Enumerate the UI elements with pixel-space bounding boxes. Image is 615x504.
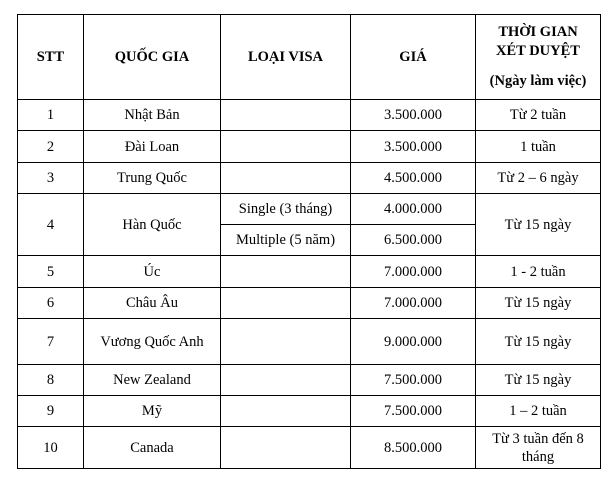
cell-time: Từ 15 ngày: [476, 194, 601, 256]
table-row: [18, 194, 601, 225]
cell-time: Từ 2 – 6 ngày: [476, 163, 601, 194]
cell-stt: 3: [18, 163, 84, 194]
cell-price: 3.500.000: [351, 100, 476, 131]
table-row: [18, 427, 601, 469]
header-time-line3: (Ngày làm việc): [489, 73, 587, 89]
cell-country: Châu Âu: [84, 288, 221, 319]
cell-stt: 1: [18, 100, 84, 131]
table-row: [18, 100, 601, 131]
cell-visa-type: [221, 288, 351, 319]
cell-country: Đài Loan: [84, 131, 221, 163]
cell-price: 4.500.000: [351, 163, 476, 194]
cell-price: 7.000.000: [351, 288, 476, 319]
cell-time: Từ 2 tuần: [476, 100, 601, 131]
cell-country: Úc: [84, 256, 221, 288]
header-time-line2: XÉT DUYỆT: [496, 43, 580, 59]
cell-stt: 8: [18, 365, 84, 396]
table-row: [18, 319, 601, 365]
header-country: QUỐC GIA: [84, 15, 221, 100]
cell-country: Mỹ: [84, 396, 221, 427]
cell-time: Từ 15 ngày: [476, 365, 601, 396]
cell-price: 8.500.000: [351, 427, 476, 469]
cell-visa-type: [221, 396, 351, 427]
table-row: [18, 396, 601, 427]
cell-stt: 5: [18, 256, 84, 288]
cell-time: 1 – 2 tuần: [476, 396, 601, 427]
cell-visa-type: [221, 365, 351, 396]
cell-stt: 4: [18, 194, 84, 256]
cell-stt: 9: [18, 396, 84, 427]
cell-stt: 10: [18, 427, 84, 469]
cell-price: 9.000.000: [351, 319, 476, 365]
header-visa-type: LOẠI VISA: [221, 15, 351, 100]
header-time-line1: THỜI GIAN: [498, 24, 578, 40]
cell-price: 7.000.000: [351, 256, 476, 288]
cell-time: 1 - 2 tuần: [476, 256, 601, 288]
cell-visa-type: [221, 100, 351, 131]
cell-country: Vương Quốc Anh: [84, 319, 221, 365]
cell-time: 1 tuần: [476, 131, 601, 163]
cell-stt: 7: [18, 319, 84, 365]
header-price: GIÁ: [351, 15, 476, 100]
cell-time: Từ 15 ngày: [476, 288, 601, 319]
cell-time: Từ 15 ngày: [476, 319, 601, 365]
cell-price: 7.500.000: [351, 396, 476, 427]
table-row: [18, 256, 601, 288]
cell-visa-type: Multiple (5 năm): [221, 225, 351, 256]
cell-stt: 6: [18, 288, 84, 319]
cell-visa-type: [221, 131, 351, 163]
cell-price: 7.500.000: [351, 365, 476, 396]
cell-country: Trung Quốc: [84, 163, 221, 194]
cell-country: New Zealand: [84, 365, 221, 396]
cell-visa-type: [221, 319, 351, 365]
cell-price: 4.000.000: [351, 194, 476, 225]
cell-country: Nhật Bản: [84, 100, 221, 131]
table-row: [18, 365, 601, 396]
header-processing-time: [476, 15, 601, 100]
header-stt: STT: [18, 15, 84, 100]
table-row: [18, 288, 601, 319]
cell-price: 3.500.000: [351, 131, 476, 163]
table-header-row: [18, 15, 601, 100]
table-row: [18, 163, 601, 194]
cell-country: Canada: [84, 427, 221, 469]
cell-stt: 2: [18, 131, 84, 163]
cell-visa-type: [221, 163, 351, 194]
cell-visa-type: [221, 427, 351, 469]
cell-time: Từ 3 tuần đến 8 tháng: [476, 427, 601, 469]
visa-price-table: [17, 14, 601, 469]
cell-price: 6.500.000: [351, 225, 476, 256]
cell-country: Hàn Quốc: [84, 194, 221, 256]
cell-visa-type: [221, 256, 351, 288]
table-row: [18, 131, 601, 163]
cell-visa-type: Single (3 tháng): [221, 194, 351, 225]
